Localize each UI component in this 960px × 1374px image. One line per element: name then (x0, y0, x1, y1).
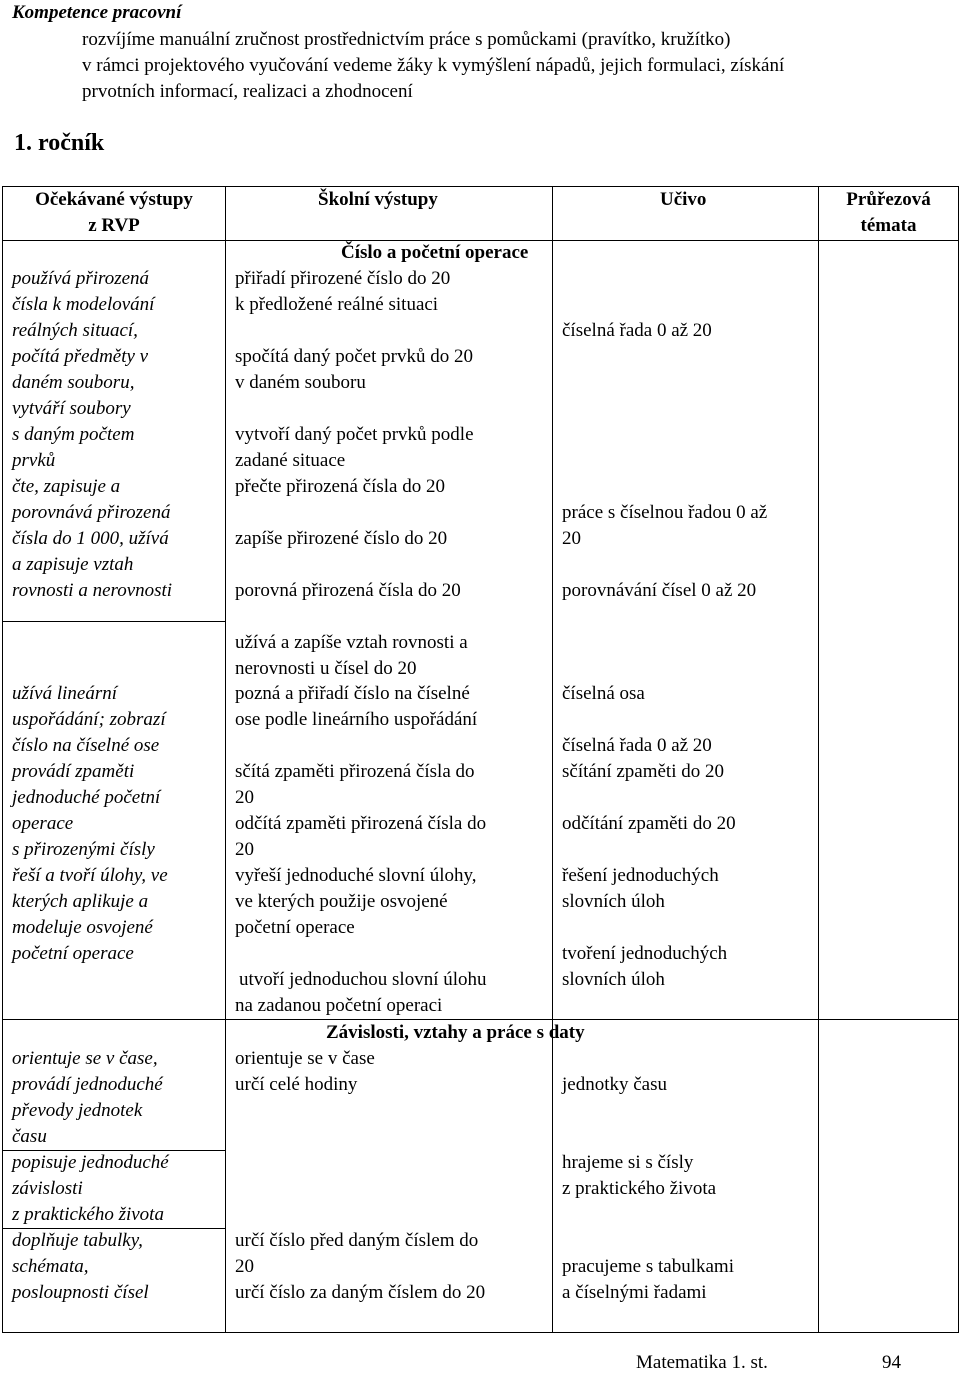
header-prurezova-temata: Průřezová témata (846, 189, 931, 236)
skolni-item: porovná přirozená čísla do 20 (235, 580, 461, 601)
ucivo-item: sčítání zpaměti do 20 (562, 761, 724, 782)
footer-label: Matematika 1. st. (636, 1352, 768, 1373)
skolni-item: vytvoří daný počet prvků podle zadané situace (235, 424, 474, 471)
ucivo-item: jednotky času (562, 1074, 668, 1095)
ucivo-item: číselná řada 0 až 20 (562, 735, 712, 756)
ucivo-item: číselná osa (562, 683, 645, 704)
intro-text (82, 27, 784, 105)
rvp-block-1: používá přirozená čísla k modelování reálných situací, počítá předměty v daném souboru, vytváří soubory s daným počtem prvků čte, zapisuje a porovnává přirozená čísla do 1 000, užívá a zapisuje vztah rovnosti a nerovnosti (12, 268, 173, 601)
section-title-cislo: Číslo a početní operace (341, 242, 529, 263)
column-divider-3 (818, 186, 819, 1333)
header-skolni-vystupy: Školní výstupy (318, 189, 438, 210)
section-heading: Kompetence pracovní (12, 2, 182, 23)
table-border-left (2, 186, 3, 1333)
ucivo-item: práce s číselnou řadou 0 až 20 (562, 502, 768, 549)
skolni-item: užívá a zapíše vztah rovnosti a nerovnosti u čísel do 20 (235, 632, 468, 679)
skolni-item: sčítá zpaměti přirozená čísla do 20 (235, 761, 475, 808)
skolni-item: přečte přirozená čísla do 20 (235, 476, 445, 497)
ucivo-item: odčítání zpaměti do 20 (562, 813, 736, 834)
skolni-item: spočítá daný počet prvků do 20 v daném souboru (235, 346, 473, 393)
ucivo-item: porovnávání čísel 0 až 20 (562, 580, 757, 601)
ucivo-item: hrajeme si s čísly z praktického života (562, 1152, 717, 1199)
column-divider-1 (225, 186, 226, 1333)
rvp-block-3: provádí zpaměti jednoduché početní operace s přirozenými čísly řeší a tvoří úlohy, ve kterých aplikuje a modeluje osvojené početní operace (12, 761, 168, 964)
rvp-block-2: užívá lineární uspořádání; zobrazí číslo na číselné ose (12, 683, 166, 756)
skolni-item: určí číslo před daným číslem do 20 určí číslo za daným číslem do 20 (235, 1230, 486, 1303)
ucivo-item: číselná řada 0 až 20 (562, 320, 712, 341)
skolni-item: zapíše přirozené číslo do 20 (235, 528, 448, 549)
skolni-item: utvoří jednoduchou slovní úlohu na zadanou početní operaci (235, 969, 487, 1016)
skolni-item: vyřeší jednoduché slovní úlohy, ve kterých použije osvojené početní operace (235, 865, 477, 938)
table-border-bottom (2, 1332, 959, 1333)
header-rvp: Očekávané výstupy z RVP (35, 189, 193, 236)
grade-title: 1. ročník (14, 130, 105, 156)
column-divider-2 (552, 186, 553, 1333)
rvp-block-4a: orientuje se v čase, provádí jednoduché převody jednotek času (12, 1048, 163, 1147)
skolni-item: přiřadí přirozené číslo do 20 k předložené reálné situaci (235, 268, 451, 315)
intro-line: prvotních informací, realizaci a zhodnocení (82, 81, 413, 102)
ucivo-item: řešení jednoduchých slovních úloh (562, 865, 719, 912)
table-border-right (958, 186, 959, 1333)
skolni-item: odčítá zpaměti přirozená čísla do 20 (235, 813, 487, 860)
skolni-item: orientuje se v čase určí celé hodiny (235, 1048, 375, 1095)
skolni-item: pozná a přiřadí číslo na číselné ose podle lineárního uspořádání (235, 683, 478, 730)
page-number: 94 (882, 1352, 901, 1373)
rvp-block-4c: doplňuje tabulky, schémata, posloupnosti čísel (12, 1230, 149, 1303)
intro-line: v rámci projektového vyučování vedeme žáky k vymýšlení nápadů, jejich formulaci, získání (82, 55, 785, 76)
ucivo-item: tvoření jednoduchých slovních úloh (562, 943, 728, 990)
ucivo-item: pracujeme s tabulkami a číselnými řadami (562, 1256, 734, 1303)
header-ucivo: Učivo (660, 189, 707, 210)
row-divider (2, 621, 226, 622)
section-title-zavislosti: Závislosti, vztahy a práce s daty (326, 1022, 585, 1043)
intro-line: rozvíjíme manuální zručnost prostřednictvím práce s pomůckami (pravítko, kružítko) (82, 29, 731, 50)
rvp-block-4b: popisuje jednoduché závislosti z praktického života (12, 1152, 169, 1225)
